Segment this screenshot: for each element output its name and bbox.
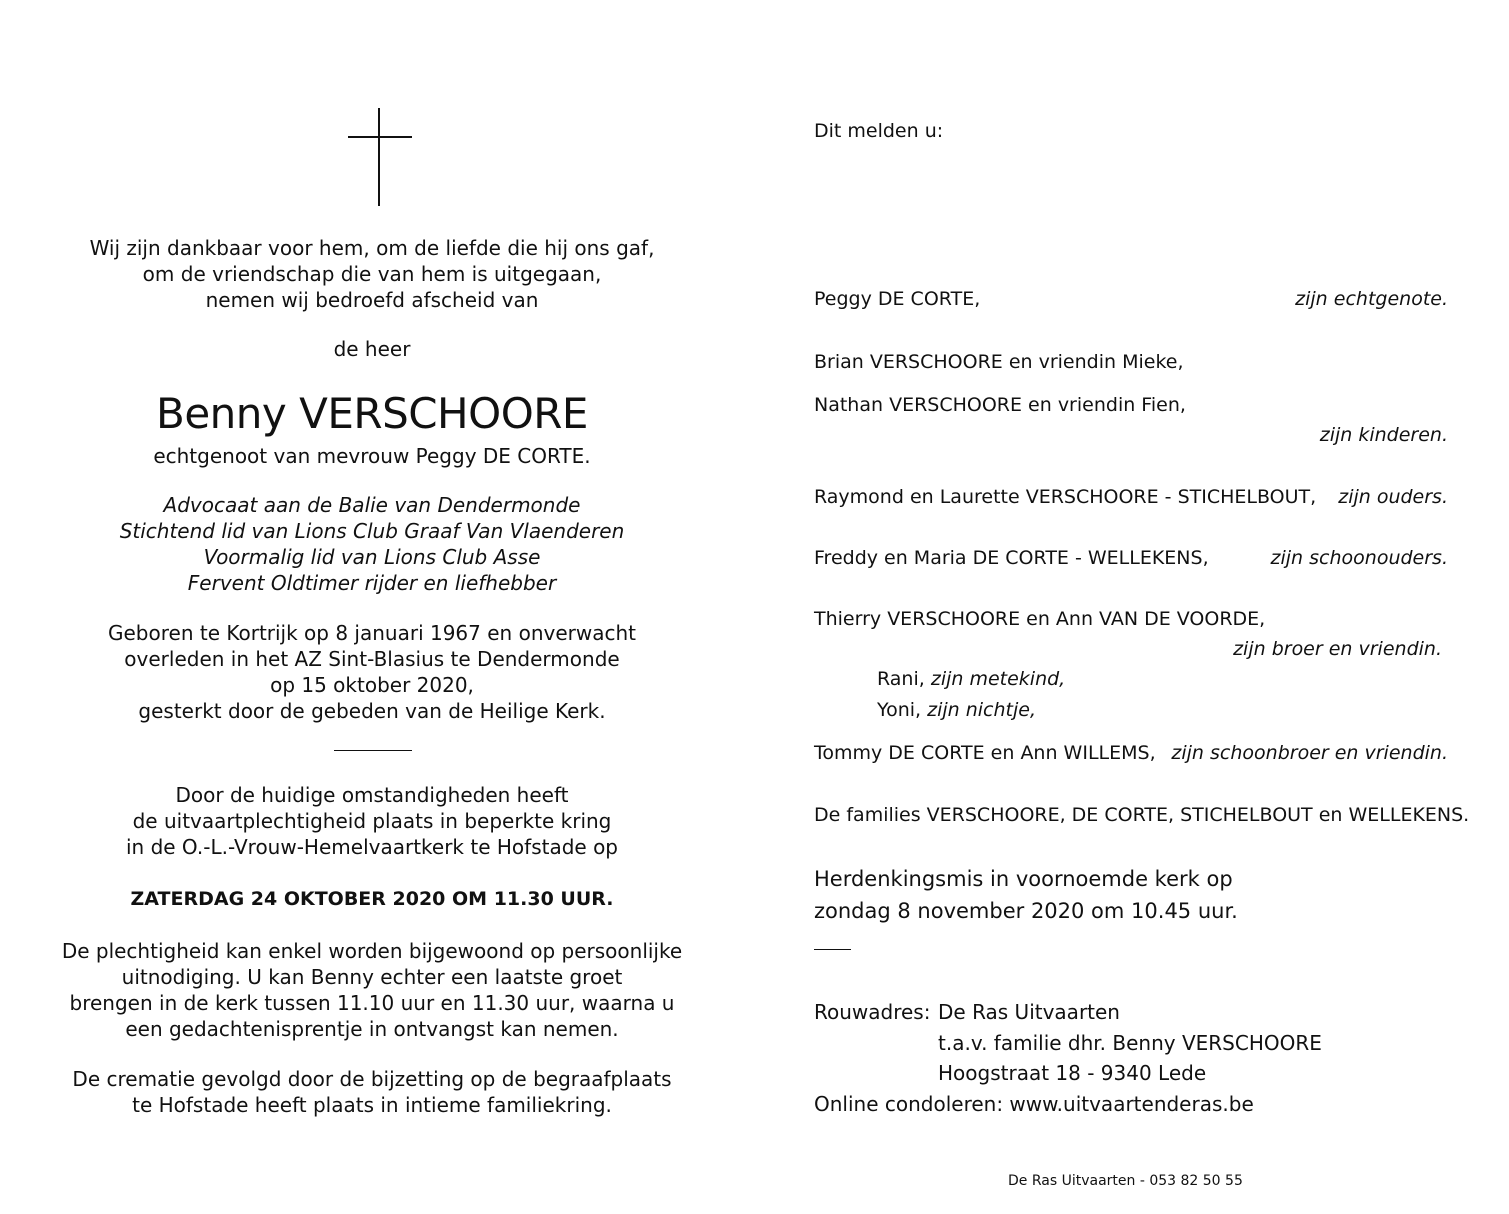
family-member: Brian VERSCHOORE en vriendin Mieke, [814, 351, 1184, 373]
family-member: Peggy DE CORTE, [814, 288, 981, 310]
family-member: Rani, zijn metekind, [877, 668, 1066, 690]
ceremony-text: Door de huidige omstandigheden heeft de uitvaartplechtigheid plaats in beperkte kring in de O.-L.-Vrouw-Hemelvaartkerk te Hofstade op [125, 783, 618, 859]
address-label: Rouwadres: [814, 1000, 931, 1024]
announcement-heading: Dit melden u: [814, 120, 944, 142]
intro-text: Wij zijn dankbaar voor hem, om de liefde die hij ons gaf, om de vriendschap die van hem is uitgegaan, nemen wij bedroefd afscheid van [89, 236, 655, 312]
footer-contact: De Ras Uitvaarten - 053 82 50 55 [1008, 1173, 1243, 1189]
family-role: zijn kinderen. [1319, 424, 1448, 446]
cross-icon [348, 108, 412, 206]
cremation-text: De crematie gevolgd door de bijzetting op de begraafplaats te Hofstade heeft plaats in intieme familiekring. [72, 1067, 672, 1117]
titles: Advocaat aan de Balie van Dendermonde Stichtend lid van Lions Club Graaf Van Vlaenderen Voormalig lid van Lions Club Asse Fervent Oldtimer rijder en liefhebber [119, 493, 625, 595]
families-line: De families VERSCHOORE, DE CORTE, STICHELBOUT en WELLEKENS. [814, 804, 1470, 826]
family-role: zijn schoonouders. [1270, 547, 1448, 569]
birth-death-text: Geboren te Kortrijk op 8 januari 1967 en onverwacht overleden in het AZ Sint-Blasius te Dendermonde op 15 oktober 2020, gesterkt door de gebeden van de Heilige Kerk. [108, 621, 636, 723]
honorific: de heer [333, 337, 411, 361]
family-role: zijn schoonbroer en vriendin. [1171, 742, 1448, 764]
memorial-mass: Herdenkingsmis in voornoemde kerk op zondag 8 november 2020 om 10.45 uur. [814, 867, 1238, 923]
divider [814, 949, 851, 950]
family-member: Tommy DE CORTE en Ann WILLEMS, [814, 742, 1156, 764]
spouse-line: echtgenoot van mevrouw Peggy DE CORTE. [153, 444, 591, 468]
ceremony-date: ZATERDAG 24 OKTOBER 2020 OM 11.30 UUR. [130, 888, 614, 910]
deceased-name: Benny VERSCHOORE [156, 389, 588, 438]
family-role: zijn echtgenote. [1295, 288, 1448, 310]
family-role: zijn ouders. [1338, 486, 1448, 508]
divider [334, 750, 412, 751]
family-member: Freddy en Maria DE CORTE - WELLEKENS, [814, 547, 1209, 569]
online-condolences-link[interactable]: Online condoleren: www.uitvaartenderas.be [814, 1092, 1254, 1116]
address-block: De Ras Uitvaarten t.a.v. familie dhr. Benny VERSCHOORE Hoogstraat 18 - 9340 Lede [938, 1000, 1322, 1085]
family-member: Nathan VERSCHOORE en vriendin Fien, [814, 394, 1186, 416]
family-member: Yoni, zijn nichtje, [877, 699, 1037, 721]
invitation-text: De plechtigheid kan enkel worden bijgewoond op persoonlijke uitnodiging. U kan Benny echter een laatste groet brengen in de kerk tussen 11.10 uur en 11.30 uur, waarna u een gedachtenisprentje in ontvangst kan nemen. [61, 939, 683, 1041]
family-role: zijn broer en vriendin. [1233, 638, 1442, 660]
family-member: Thierry VERSCHOORE en Ann VAN DE VOORDE, [814, 608, 1266, 630]
family-member: Raymond en Laurette VERSCHOORE - STICHELBOUT, [814, 486, 1317, 508]
